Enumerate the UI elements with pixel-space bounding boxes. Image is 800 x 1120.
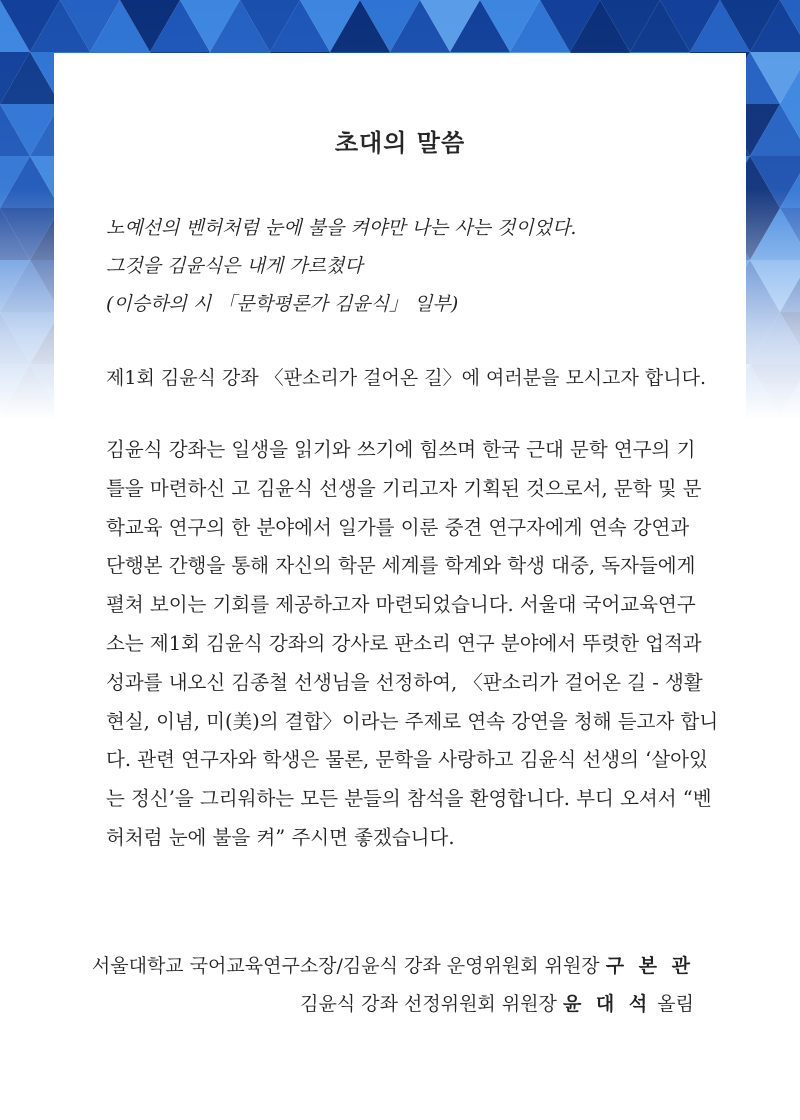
poem-quote [106, 209, 706, 323]
paragraph-line: 는 정신’을 그리워하는 모든 분들의 참석을 환영합니다. 부디 오셔서 “벤 [106, 787, 712, 811]
signature-line-1 [74, 951, 694, 978]
paragraph-line: 김윤식 강좌는 일생을 읽기와 쓰기에 힘쓰며 한국 근대 문학 연구의 기 [106, 438, 696, 461]
paragraph-line: 현실, 이념, 미(美)의 결합〉이라는 주제로 연속 강연을 청해 듣고자 합니 [106, 709, 719, 733]
signature-name: 윤 대 석 [562, 993, 652, 1015]
signature-suffix: 올림 [657, 993, 694, 1015]
paragraph-line: 성과를 내오신 김종철 선생님을 선정하여, 〈판소리가 걸어온 길 - 생활 [106, 670, 703, 694]
poem-line: 그것을 김윤식은 내게 가르쳤다 [106, 255, 363, 277]
poem-source: (이승하의 시 「문학평론가 김윤식」 일부) [106, 293, 459, 315]
signature-name: 구 본 관 [605, 955, 694, 977]
paragraph-line: 펼쳐 보이는 기회를 제공하고자 마련되었습니다. 서울대 국어교육연구 [106, 593, 696, 617]
invitation-sentence: 제1회 김윤식 강좌 〈판소리가 걸어온 길〉에 여러분을 모시고자 합니다. [106, 367, 707, 389]
paragraph-line: 소는 제1회 김윤식 강좌의 강사로 판소리 연구 분야에서 뚜렷한 업적과 [106, 631, 702, 655]
signature-line-2 [74, 989, 694, 1016]
signature-title: 서울대학교 국어교육연구소장/김윤식 강좌 운영위원회 위원장 [91, 955, 600, 977]
body-paragraph [106, 431, 719, 858]
poem-line: 노예선의 벤허처럼 눈에 불을 켜야만 나는 사는 것이었다. [106, 217, 577, 239]
signature-title: 김윤식 강좌 선정위원회 위원장 [300, 993, 557, 1015]
paragraph-line: 단행본 간행을 통해 자신의 학문 세계를 학계와 학생 대중, 독자들에게 [106, 554, 696, 578]
invitation-card [54, 53, 746, 1120]
paragraph-line: 학교육 연구의 한 분야에서 일가를 이룬 중견 연구자에게 연속 강연과 [106, 515, 690, 539]
paragraph-line: 허처럼 눈에 불을 켜” 주시면 좋겠습니다. [106, 825, 455, 849]
paragraph-line: 다. 관련 연구자와 학생은 물론, 문학을 사랑하고 김윤식 선생의 ‘살아있 [106, 748, 708, 772]
page-title: 초대의 말씀 [334, 129, 466, 157]
paragraph-line: 틀을 마련하신 고 김윤식 선생을 기리고자 기획된 것으로서, 문학 및 문 [106, 476, 702, 500]
